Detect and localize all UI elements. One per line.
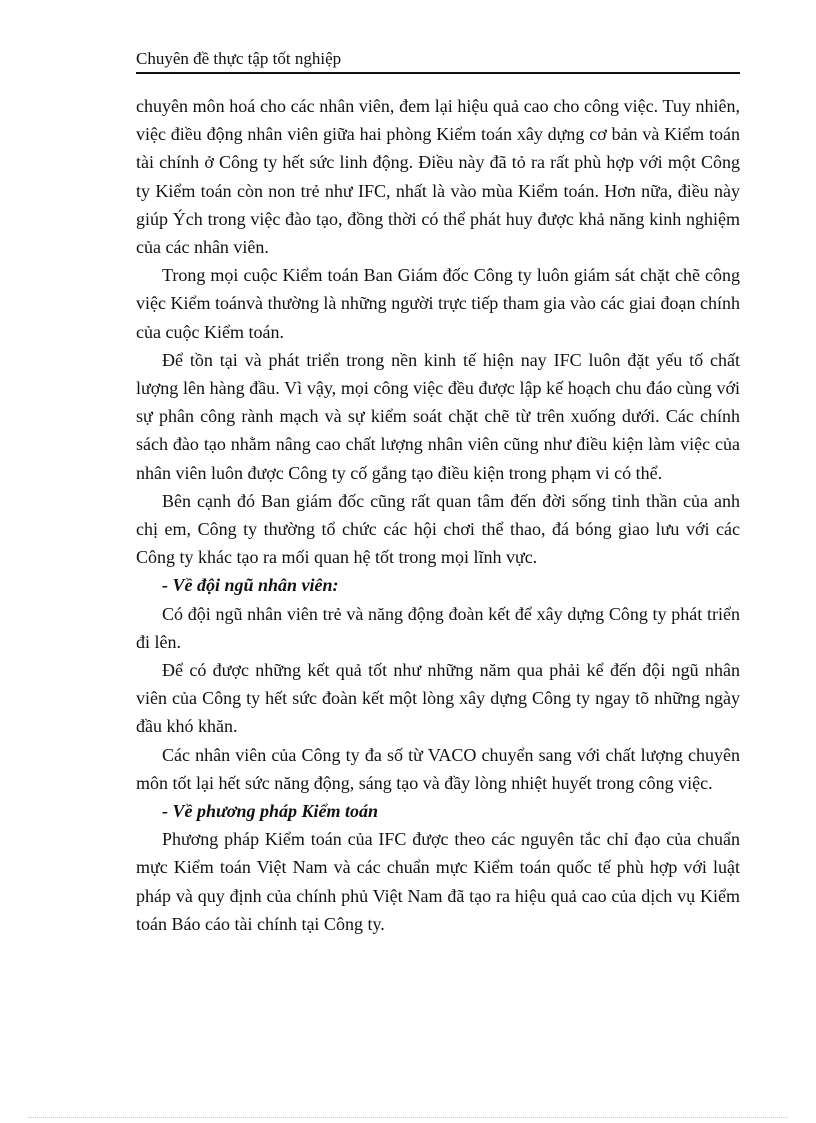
document-body [136,92,740,938]
section-heading-method: - Về phương pháp Kiểm toán [162,801,378,822]
paragraph-young-staff: Có đội ngũ nhân viên trẻ và năng động đoàn kết để xây dựng Công ty phát triển đi lên. [136,603,740,652]
paragraph-staff-unity: Để có được những kết quả tốt như những năm qua phải kể đến đội ngũ nhân viên của Công ty hết sức đoàn kết một lòng xây dựng Công ty ngay tõ những ngày đầu khó khăn. [136,660,740,737]
header-title: Chuyên đề thực tập tốt nghiệp [136,49,342,68]
paragraph-staff-welfare: Bên cạnh đó Ban giám đốc cũng rất quan tâm đến đời sống tinh thần của anh chị em, Công ty thường tổ chức các hội chơi thể thao, đá bóng giao lưu với các Công ty khác tạo ra mối quan hệ tốt trong mọi lĩnh vực. [136,490,740,568]
paragraph-audit-method: Phương pháp Kiểm toán của IFC được theo các nguyên tắc chỉ đạo của chuẩn mực Kiểm toán Việt Nam và các chuẩn mực Kiểm toán quốc tế phù hợp với luật pháp và quy định của chính phủ Việt Nam đã tạo ra hiệu quả cao của dịch vụ Kiểm toán Báo cáo tài chính tại Công ty. [136,829,740,934]
running-header [136,48,740,74]
paragraph-board-supervision: Trong mọi cuộc Kiểm toán Ban Giám đốc Công ty luôn giám sát chặt chẽ công việc Kiểm toánvà thường là những người trực tiếp tham gia vào các giai đoạn chính của cuộc Kiểm toán. [136,265,740,342]
section-heading-staff: - Về đội ngũ nhân viên: [162,575,339,596]
paragraph-quality-focus: Để tồn tại và phát triển trong nền kinh tế hiện nay IFC luôn đặt yếu tố chất lượng lên hàng đầu. Vì vậy, mọi công việc đều được lập kế hoạch chu đáo cùng với sự phân công rành mạch và sự kiểm soát chặt chẽ từ trên xuống dưới. Các chính sách đào tạo nhằm nâng cao chất lượng nhân viên cũng như điều kiện làm việc của nhân viên luôn được Công ty cố gắng tạo điều kiện trong phạm vi có thể. [136,349,740,483]
paragraph-staff-origin: Các nhân viên của Công ty đa số từ VACO chuyển sang với chất lượng chuyên môn tốt lại hết sức năng động, sáng tạo và đầy lòng nhiệt huyết trong công việc. [136,744,740,793]
paragraph-continued: chuyên môn hoá cho các nhân viên, đem lại hiệu quả cao cho công việc. Tuy nhiên, việc điều động nhân viên giữa hai phòng Kiểm toán xây dựng cơ bản và Kiểm toán tài chính ở Công ty hết sức linh động. Điều này đã tỏ ra rất phù hợp với một Công ty Kiểm toán còn non trẻ như IFC, nhất là vào mùa Kiểm toán. Hơn nữa, điều này giúp Ých trong việc đào tạo, đồng thời có thể phát huy được khả năng kinh nghiệm của các nhân viên. [136,96,740,258]
page-bottom-divider [28,1117,788,1118]
